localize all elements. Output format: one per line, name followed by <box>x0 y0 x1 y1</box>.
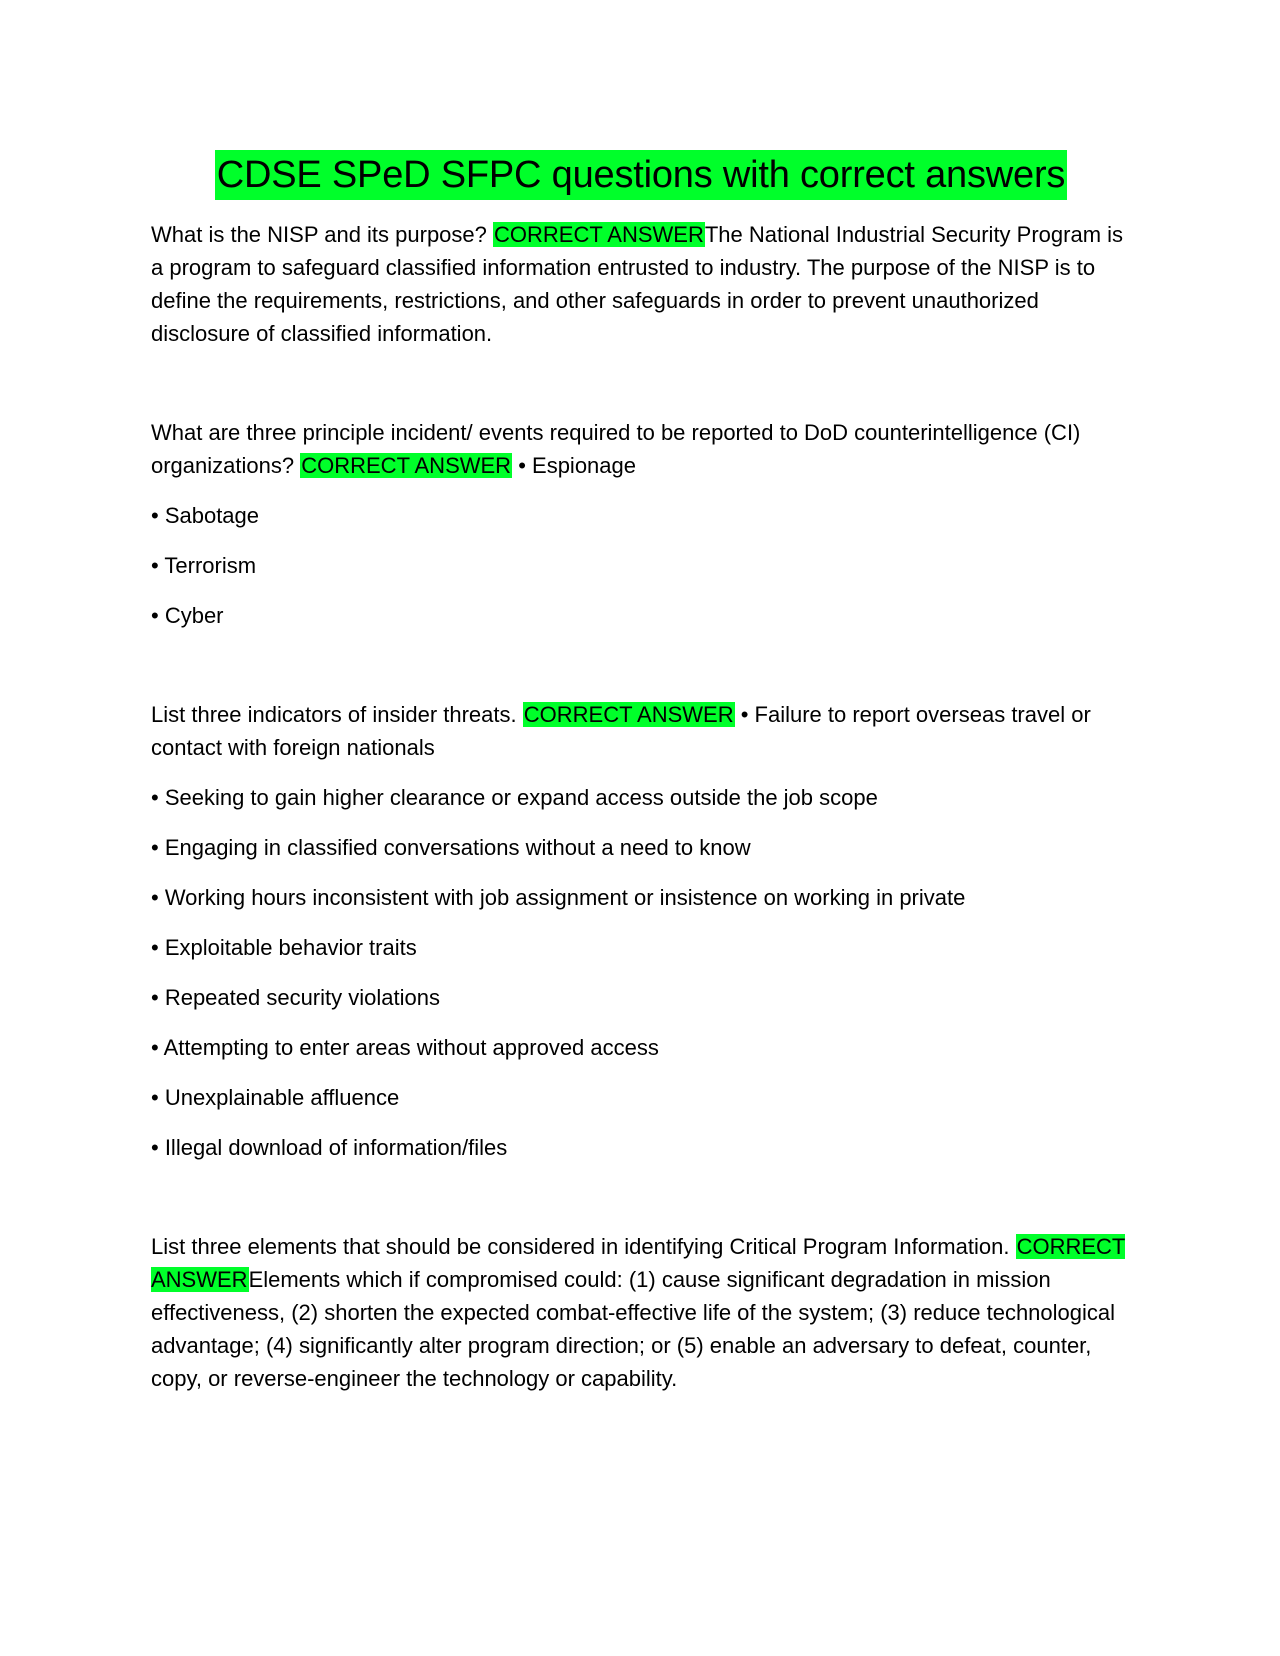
spacer <box>151 350 1131 416</box>
answer-label-3: CORRECT ANSWER <box>523 702 734 727</box>
spacer <box>151 1164 1131 1230</box>
answer-1: The National Industrial Security Program is a program to safeguard classified information entrusted to industry. The purpose of the NISP is to define the requirements, restrictions, and other safeguards in order to prevent unauthorized disclosure of classified information. <box>151 222 1124 346</box>
list-item: • Cyber <box>151 603 224 628</box>
question-4: List three elements that should be considered in identifying Critical Program Information. <box>151 1234 1010 1259</box>
list-item: • Terrorism <box>151 553 257 578</box>
list-item: • Engaging in classified conversations without a need to know <box>151 835 751 860</box>
question-2: What are three principle incident/ events required to be reported to DoD counterintelligence (CI) organizations? <box>151 420 1081 478</box>
document-page <box>151 150 1131 1395</box>
answer-label-2: CORRECT ANSWER <box>301 453 512 478</box>
qa-item-2 <box>151 416 1131 482</box>
list-item: • Seeking to gain higher clearance or expand access outside the job scope <box>151 785 878 810</box>
answer-label-4: CORRECT ANSWER <box>151 1234 1126 1292</box>
answer-3: • Failure to report overseas travel or contact with foreign nationals <box>151 702 1091 760</box>
answer-label-1: CORRECT ANSWER <box>494 222 704 247</box>
answer-4: Elements which if compromised could: (1) cause significant degradation in mission effectiveness, (2) shorten the expected combat-effective life of the system; (3) reduce technological advantage; (4) significantly alter program direction; or (5) enable an adversary to defeat, counter, copy, or reverse-engineer the technology or capability. <box>151 1267 1116 1391</box>
list-item: • Attempting to enter areas without approved access <box>151 1035 659 1060</box>
title-wrap <box>151 150 1131 200</box>
list-item: • Exploitable behavior traits <box>151 935 417 960</box>
qa-item-1 <box>151 218 1131 350</box>
question-3: List three indicators of insider threats. <box>151 702 517 727</box>
spacer <box>151 632 1131 698</box>
qa-item-4 <box>151 1230 1131 1395</box>
list-item: • Repeated security violations <box>151 985 440 1010</box>
qa-item-3 <box>151 698 1131 764</box>
list-item: • Illegal download of information/files <box>151 1135 508 1160</box>
answer-2: • Espionage <box>518 453 636 478</box>
list-item: • Working hours inconsistent with job assignment or insistence on working in private <box>151 885 966 910</box>
list-item: • Sabotage <box>151 503 260 528</box>
list-item: • Unexplainable affluence <box>151 1085 400 1110</box>
document-title: CDSE SPeD SFPC questions with correct answers <box>215 150 1067 200</box>
question-1: What is the NISP and its purpose? <box>151 222 487 247</box>
